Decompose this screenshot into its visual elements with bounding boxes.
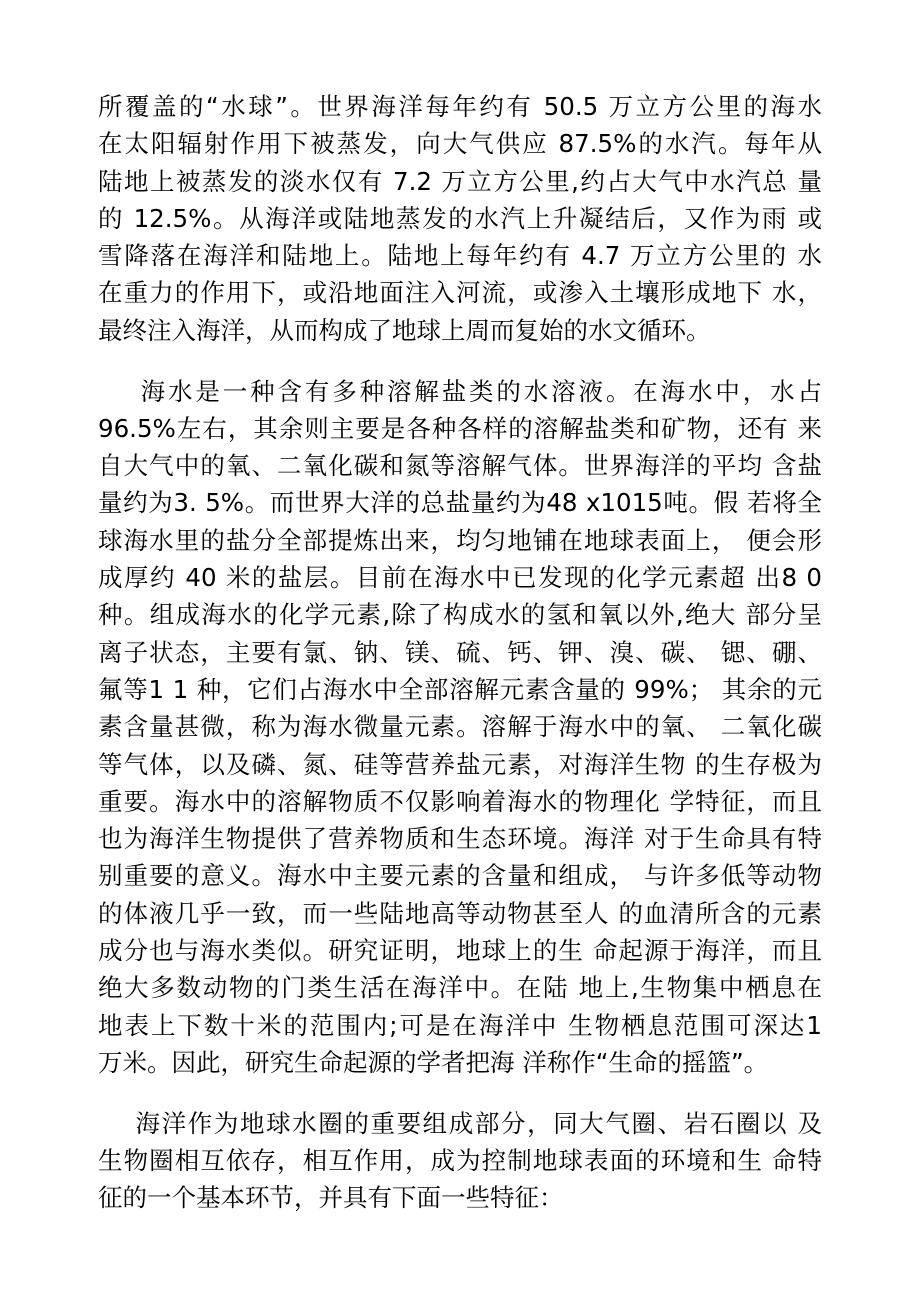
text-line: 在重力的作用下，或沿地面注入河流，或渗入土壤形成地下 水， [98, 278, 822, 308]
document-page [98, 88, 822, 1217]
text-line: 征的一个基本环节，并具有下面一些特征： [98, 1183, 564, 1213]
text-line: 的体液几乎一致，而一些陆地高等动物甚至人 的血清所含的元素 [98, 898, 822, 928]
paragraph-ocean-features [98, 1105, 822, 1217]
text-line: 绝大多数动物的门类生活在海洋中。在陆 地上,生物集中栖息在 [98, 973, 822, 1003]
text-line: 等气体，以及磷、氮、硅等营养盐元素，对海洋生物 的生存极为 [98, 749, 822, 779]
text-line: 成分也与海水类似。研究证明，地球上的生 命起源于海洋，而且 [98, 936, 822, 966]
text-line: 陆地上被蒸发的淡水仅有 7.2 万立方公里,约占大气中水汽总 量 [98, 166, 822, 196]
paragraph-water-cycle [98, 88, 822, 349]
text-line: 万米。因此，研究生命起源的学者把海 洋称作“生命的摇篮”。 [98, 1047, 769, 1077]
text-line: 的 12.5%。从海洋或陆地蒸发的水汽上升凝结后，又作为雨 或 [98, 203, 822, 233]
text-line: 别重要的意义。海水中主要元素的含量和组成， 与许多低等动物 [98, 861, 822, 891]
text-line: 氟等1 1 种，它们占海水中全部溶解元素含量的 99%； 其余的元 [98, 674, 822, 704]
text-line: 球海水里的盐分全部提炼出来，均匀地铺在地球表面上， 便会形 [98, 525, 822, 555]
text-line: 素含量甚微，称为海水微量元素。溶解于海水中的氧、 二氧化碳 [98, 712, 822, 742]
text-line: 最终注入海洋，从而构成了地球上周而复始的水文循环。 [98, 315, 711, 345]
text-line: 海水是一种含有多种溶解盐类的水溶液。在海水中，水占 [98, 376, 822, 406]
text-line: 量约为3. 5%。而世界大洋的总盐量约为48 x1015吨。假 若将全 [98, 488, 822, 518]
paragraph-spacer [98, 349, 822, 373]
paragraph-seawater-composition [98, 373, 822, 1082]
text-line: 种。组成海水的化学元素,除了构成水的氢和氧以外,绝大 部分呈 [98, 600, 822, 630]
text-line: 重要。海水中的溶解物质不仅影响着海水的物理化 学特征，而且 [98, 786, 822, 816]
paragraph-spacer [98, 1081, 822, 1105]
text-line: 也为海洋生物提供了营养物质和生态环境。海洋 对于生命具有特 [98, 824, 822, 854]
text-line: 所覆盖的“水球”。世界海洋每年约有 50.5 万立方公里的海水 [98, 92, 822, 121]
text-line: 成厚约 40 米的盐层。目前在海水中已发现的化学元素超 出8 0 [98, 563, 822, 593]
text-line: 96.5%左右，其余则主要是各种各样的溶解盐类和矿物，还有 来 [98, 413, 822, 443]
text-line: 离子状态，主要有氯、钠、镁、硫、钙、钾、溴、碳、 锶、硼、 [98, 637, 822, 667]
text-line: 地表上下数十米的范围内;可是在海洋中 生物栖息范围可深达1 [98, 1010, 822, 1040]
text-line: 海洋作为地球水圈的重要组成部分，同大气圈、岩石圈以 及 [98, 1108, 822, 1138]
text-line: 生物圈相互依存，相互作用，成为控制地球表面的环境和生 命特 [98, 1146, 822, 1176]
text-line: 雪降落在海洋和陆地上。陆地上每年约有 4.7 万立方公里的 水 [98, 241, 822, 271]
text-line: 自大气中的氧、二氧化碳和氮等溶解气体。世界海洋的平均 含盐 [98, 451, 822, 481]
text-line: 在太阳辐射作用下被蒸发，向大气供应 87.5%的水汽。每年从 [98, 129, 822, 159]
